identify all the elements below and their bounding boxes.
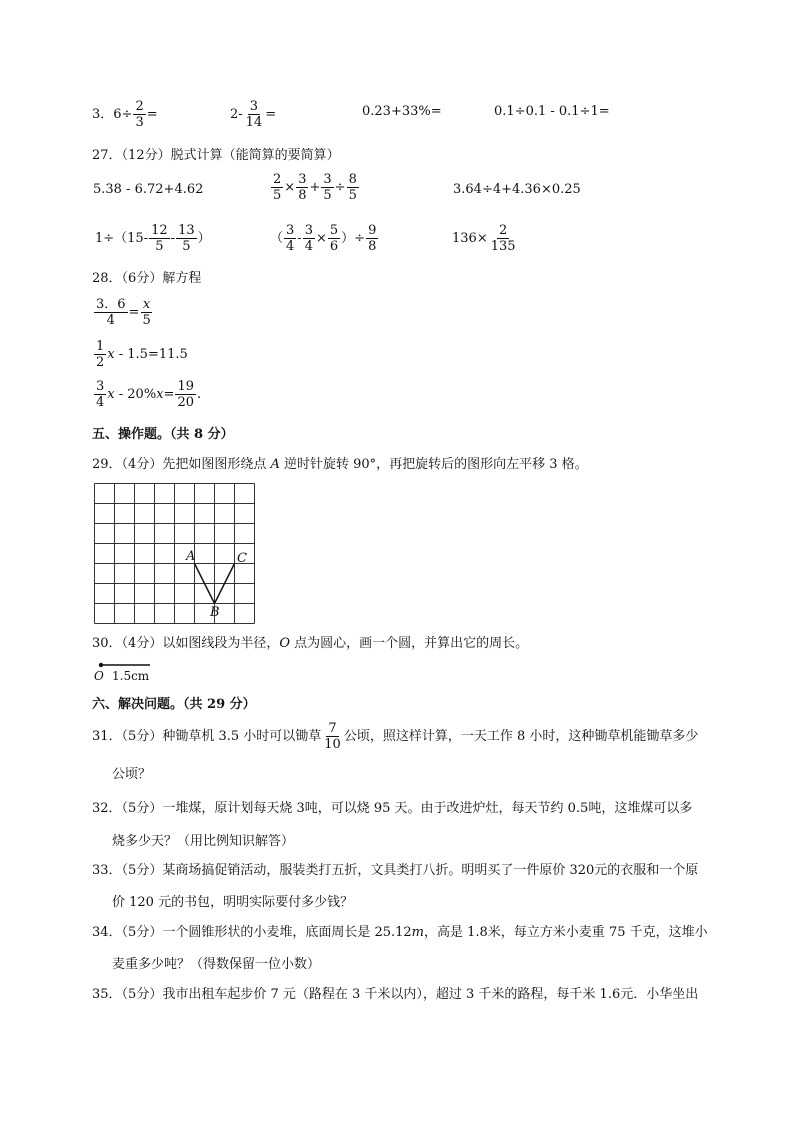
expr-2: 2- $\frac{3}{14}$ = <box>230 99 277 130</box>
q27-expr-e: （ $\frac{3}{4}$ - $\frac{3}{4}$ × $\frac{5}{6}$ ）÷ $\frac{9}{8}$ <box>270 223 377 254</box>
question-30-title: 30．（4分）以如图线段为半径，O 点为圆心，画一个圆，并算出它的周长。 <box>92 636 529 651</box>
label-a: A <box>186 549 196 564</box>
question-33-line-1: 33．（5分）某商场搞促销活动，服装类打五折，文具类打八折。明明买了一件原价 320元的衣服和一个原 <box>92 863 699 878</box>
question-32-line-1: 32．（5分）一堆煤，原计划每天烧 3吨，可以烧 95 天。由于改进炉灶，每天节约 0.5吨，这堆煤可以多 <box>92 801 693 816</box>
question-34-line-2: 麦重多少吨？（得数保留一位小数） <box>112 957 321 972</box>
grid-lines <box>95 484 255 624</box>
question-33-line-2: 价 120 元的书包，明明实际要付多少钱？ <box>112 895 354 910</box>
expr-1: 3．6÷ $\frac{2}{3}$ = <box>92 99 158 130</box>
label-b: B <box>210 605 220 620</box>
label-o: O <box>94 669 104 683</box>
section-5-heading: 五、操作题。（共 8 分） <box>92 427 234 442</box>
question-31-line-2: 公顷？ <box>112 767 152 782</box>
label-length: 1.5cm <box>112 669 150 683</box>
section-6-heading: 六、解决问题。（共 29 分） <box>92 697 256 712</box>
expr-3: 0.23+33%= <box>362 104 442 119</box>
question-31-line-1: 31．（5分）种锄草机 3.5 小时可以锄草 $\frac{7}{10}$ 公顷，照这样计算，一天工作 8 小时，这种锄草机能锄草多少 <box>92 721 699 752</box>
expr-1-fraction: $\frac{2}{3}$ <box>135 99 144 130</box>
q28-equation-3: $\frac{3}{4}$ x - 20%x= $\frac{19}{20}$ . <box>96 379 202 410</box>
q28-equation-1: $\frac{3.6}{4}$ = $\frac{x}{5}$ <box>96 297 151 328</box>
expr-1-pre: 3．6÷ <box>92 107 133 122</box>
q29-grid-figure <box>93 482 257 624</box>
q28-equation-2: $\frac{1}{2}$ x - 1.5=11.5 <box>96 339 188 370</box>
question-34-line-1: 34．（5分）一个圆锥形状的小麦堆，底面周长是 25.12m，高是 1.8米，每立方米小麦重 75 千克，这堆小 <box>92 925 708 940</box>
expr-4: 0.1÷0.1 - 0.1÷1= <box>494 104 610 119</box>
q27-expr-b: $\frac{2}{5}$ × $\frac{3}{8}$ + $\frac{3}{5}$ ÷ $\frac{8}{5}$ <box>273 172 357 203</box>
label-c: C <box>237 551 247 566</box>
q27-expr-c: 3.64÷4+4.36×0.25 <box>453 182 581 197</box>
q27-expr-f: 136× $\frac{2}{135}$ <box>452 223 516 254</box>
q30-segment-figure <box>92 658 162 684</box>
q27-expr-a: 5.38 - 6.72+4.62 <box>93 182 204 197</box>
question-32-line-2: 烧多少天？（用比例知识解答） <box>112 834 295 849</box>
expr-2-fraction: $\frac{3}{14}$ <box>245 99 263 130</box>
question-27-title: 27．（12分）脱式计算（能简算的要简算） <box>92 148 340 163</box>
question-35-line-1: 35．（5分）我市出租车起步价 7 元（路程在 3 千米以内），超过 3 千米的路程，每千米 1.6元．小华坐出 <box>92 987 699 1002</box>
question-29-title: 29．（4分）先把如图图形绕点 A 逆时针旋转 90°，再把旋转后的图形向左平移 3 格。 <box>92 457 588 472</box>
question-28-title: 28．（6分）解方程 <box>92 271 202 286</box>
q27-expr-d: 1÷（15- $\frac{12}{5}$ - $\frac{13}{5}$ ） <box>95 223 211 254</box>
